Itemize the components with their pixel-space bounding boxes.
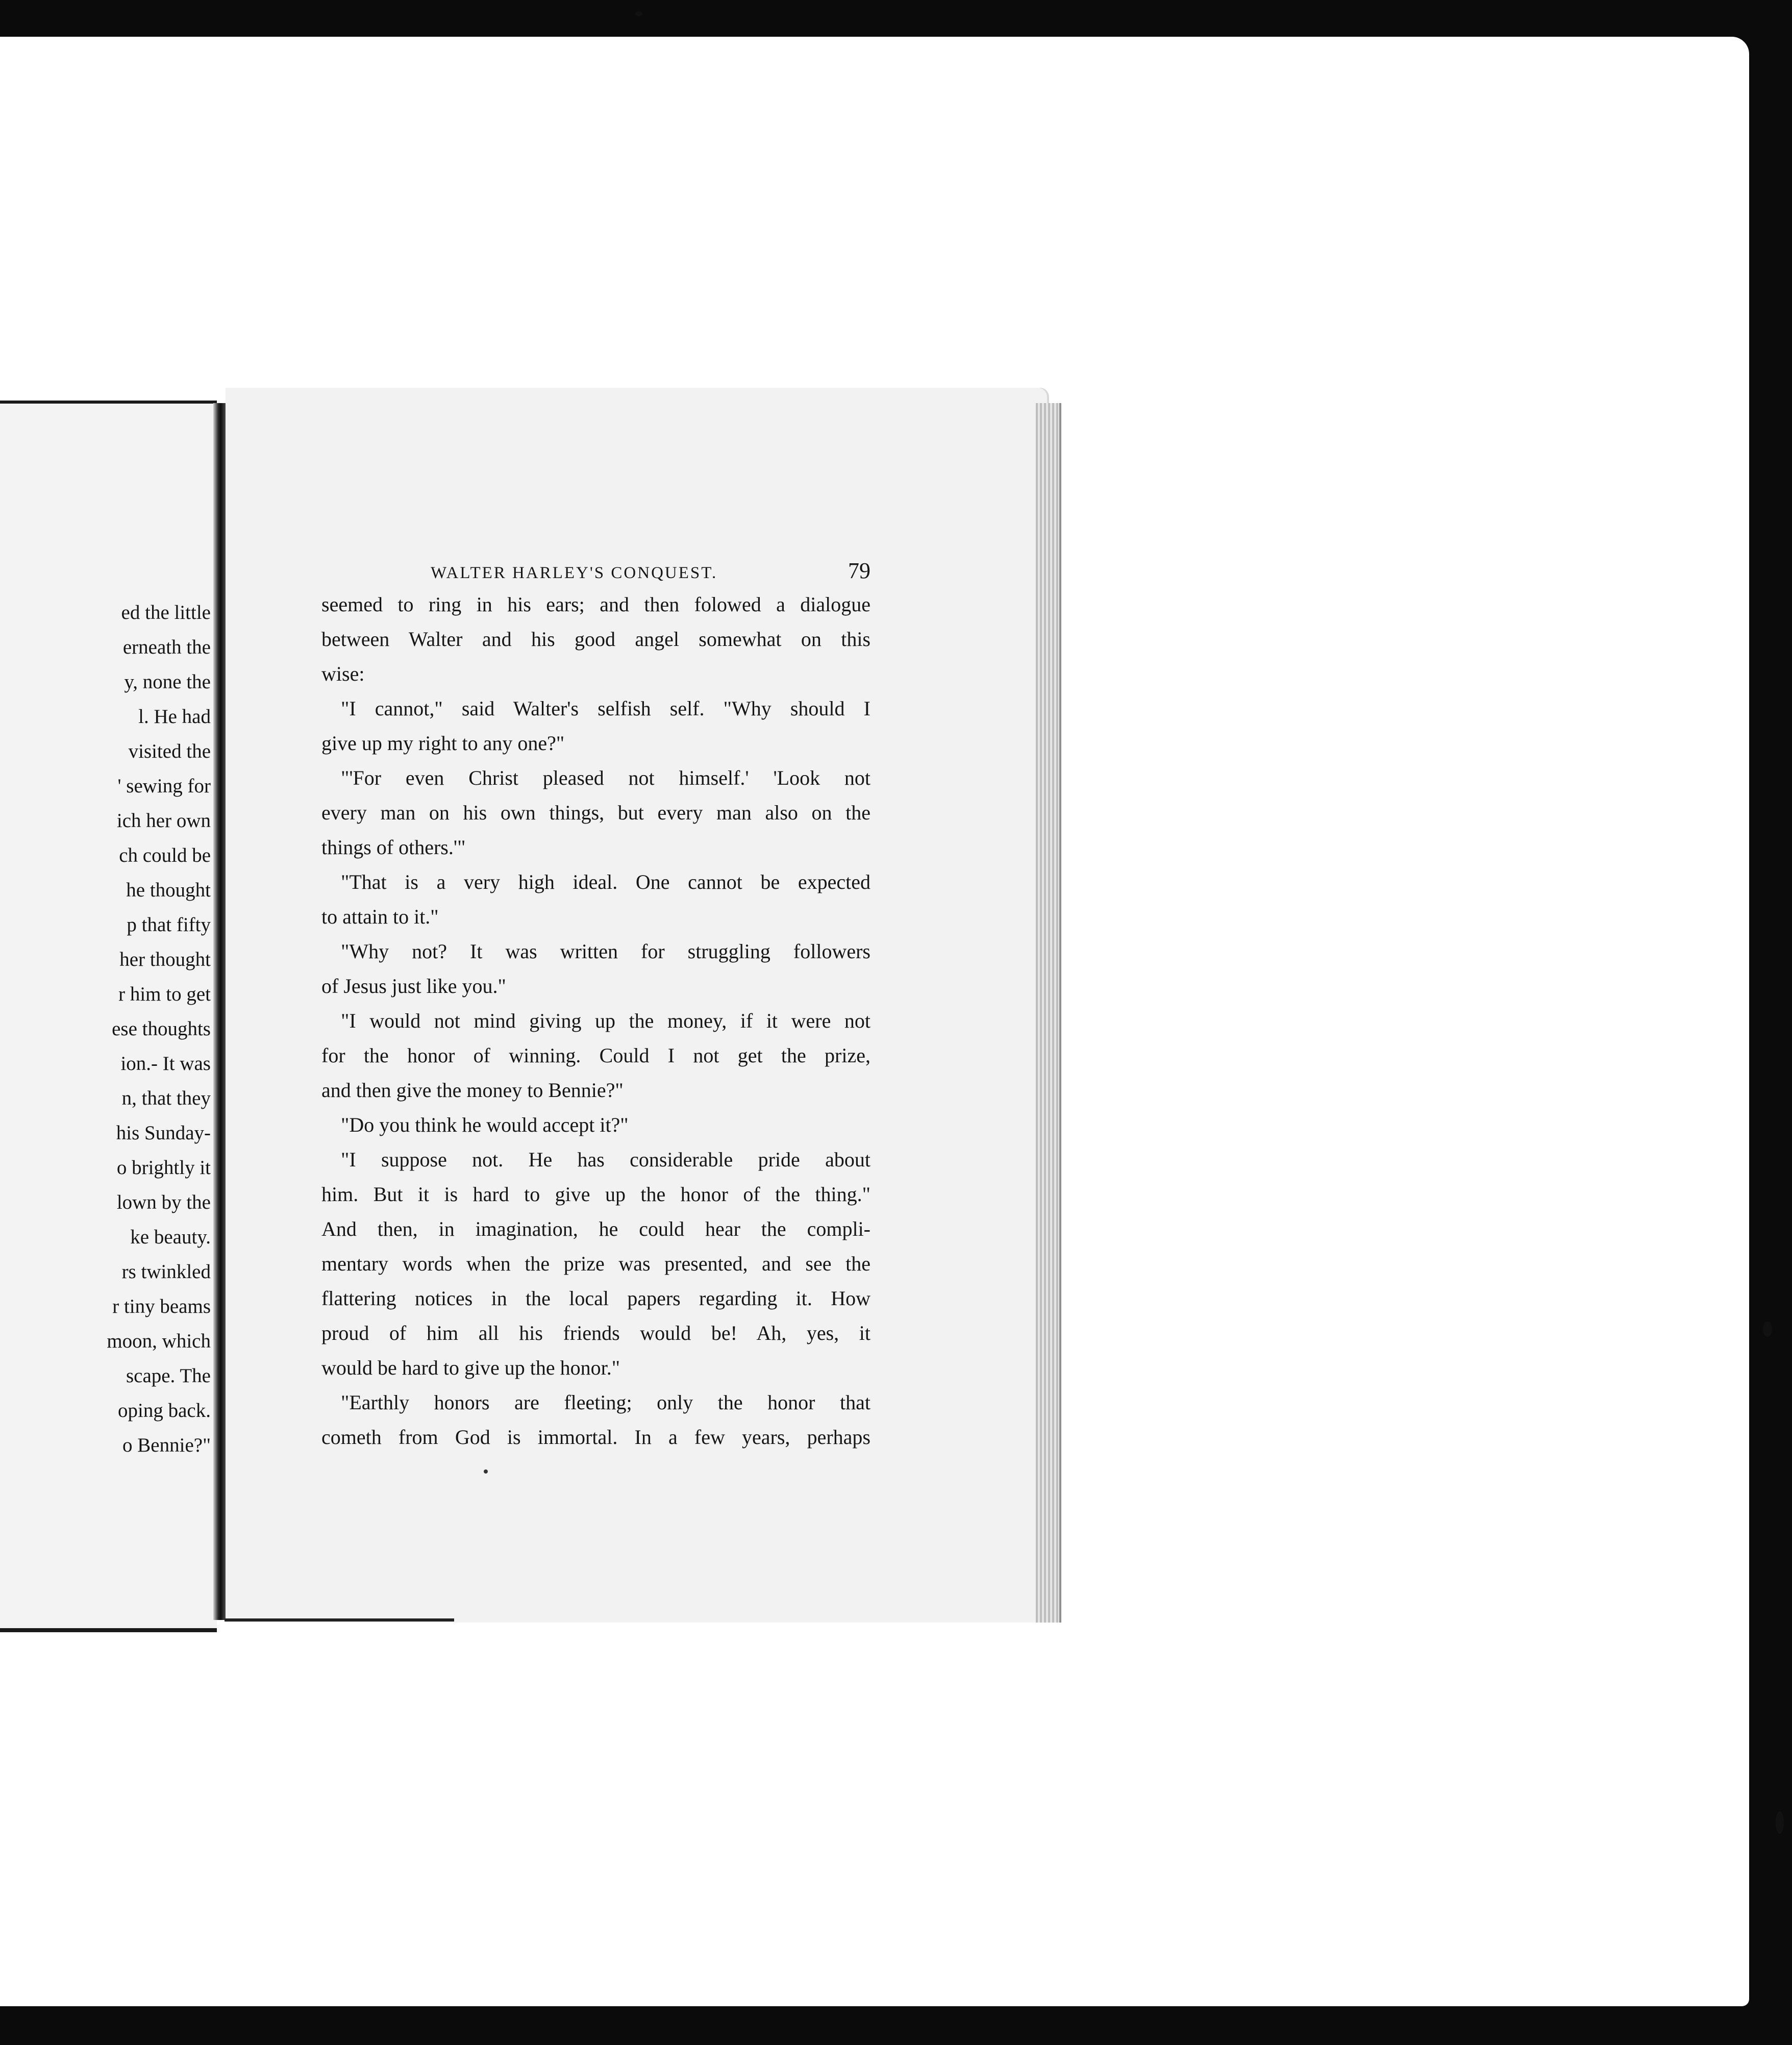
- text-line: lown by the: [116, 1191, 211, 1213]
- text-line: ich her own: [116, 810, 211, 832]
- text-line: "Do you think he would accept it?": [341, 1113, 629, 1136]
- text-line: And then, in imagination, he could hear the compli-: [321, 1217, 870, 1240]
- running-title: WALTER HARLEY'S CONQUEST.: [431, 564, 718, 582]
- text-line: o Bennie?": [122, 1434, 211, 1456]
- page-number: 79: [848, 558, 870, 583]
- text-line: moon, which: [107, 1330, 211, 1352]
- left-page-text: [0, 595, 211, 1463]
- text-line: "I cannot," said Walter's selfish self. "Why should I: [341, 697, 870, 720]
- body-text: [321, 587, 870, 1455]
- text-line: proud of him all his friends would be! Ah, yes, it: [321, 1321, 870, 1344]
- scan-speck: [1776, 1811, 1784, 1834]
- text-line: ion.- It was: [120, 1053, 211, 1075]
- text-line: his Sunday-: [116, 1122, 211, 1144]
- text-line: "I would not mind giving up the money, if it were not: [341, 1009, 870, 1032]
- text-line: o brightly it: [116, 1157, 211, 1179]
- scan-speck: [635, 11, 642, 16]
- text-line: seemed to ring in his ears; and then folowed a dialogue: [321, 593, 870, 616]
- text-line: ed the little: [121, 602, 211, 624]
- text-line: for the honor of winning. Could I not get the prize,: [321, 1044, 870, 1067]
- text-line: between Walter and his good angel somewhat on this: [321, 628, 870, 651]
- text-line: ch could be: [119, 844, 211, 866]
- text-line: n, that they: [121, 1087, 211, 1109]
- book-gutter: [213, 403, 226, 1620]
- text-line: oping back.: [118, 1400, 211, 1421]
- text-line: he thought: [126, 879, 211, 901]
- text-line: mentary words when the prize was presented, and see the: [321, 1252, 870, 1275]
- text-line: rs twinkled: [121, 1261, 211, 1283]
- running-head: [321, 554, 870, 583]
- text-line: him. But it is hard to give up the honor of the thing.": [321, 1183, 870, 1206]
- text-line: flattering notices in the local papers regarding it. How: [321, 1287, 870, 1310]
- text-line: ke beauty.: [130, 1226, 211, 1248]
- text-line: things of others.'": [321, 836, 466, 859]
- right-page-text: [321, 554, 870, 1455]
- left-page: [0, 401, 217, 1632]
- text-line: and then give the money to Bennie?": [321, 1079, 624, 1102]
- scan-speck: [1763, 1321, 1772, 1337]
- text-line: her thought: [119, 949, 211, 970]
- text-line: cometh from God is immortal. In a few years, perhaps: [321, 1426, 870, 1449]
- text-line: y, none the: [124, 671, 211, 693]
- text-line: to attain to it.": [321, 905, 439, 928]
- text-line: "I suppose not. He has considerable pride about: [341, 1148, 870, 1171]
- cover-edge: [225, 1618, 454, 1622]
- text-line: visited the: [128, 740, 211, 762]
- text-line: give up my right to any one?": [321, 732, 565, 755]
- text-line: of Jesus just like you.": [321, 975, 506, 997]
- text-line: would be hard to give up the honor.": [321, 1356, 620, 1379]
- page-mark: [484, 1469, 488, 1474]
- text-line: wise:: [321, 662, 365, 685]
- text-line: ese thoughts: [112, 1018, 211, 1040]
- text-line: every man on his own things, but every man also on the: [321, 801, 870, 824]
- text-line: erneath the: [122, 636, 211, 658]
- text-line: "Why not? It was written for struggling followers: [341, 940, 870, 963]
- text-line: r him to get: [118, 983, 211, 1005]
- text-line: l. He had: [138, 706, 211, 728]
- page-edges: [1036, 403, 1061, 1623]
- text-line: r tiny beams: [112, 1295, 211, 1317]
- text-line: "Earthly honors are fleeting; only the honor that: [341, 1391, 870, 1414]
- text-line: "That is a very high ideal. One cannot be expected: [341, 870, 870, 893]
- text-line: ' sewing for: [117, 775, 211, 797]
- text-line: scape. The: [126, 1365, 211, 1387]
- text-line: "'For even Christ pleased not himself.' 'Look not: [341, 766, 870, 789]
- text-line: p that fifty: [127, 914, 211, 936]
